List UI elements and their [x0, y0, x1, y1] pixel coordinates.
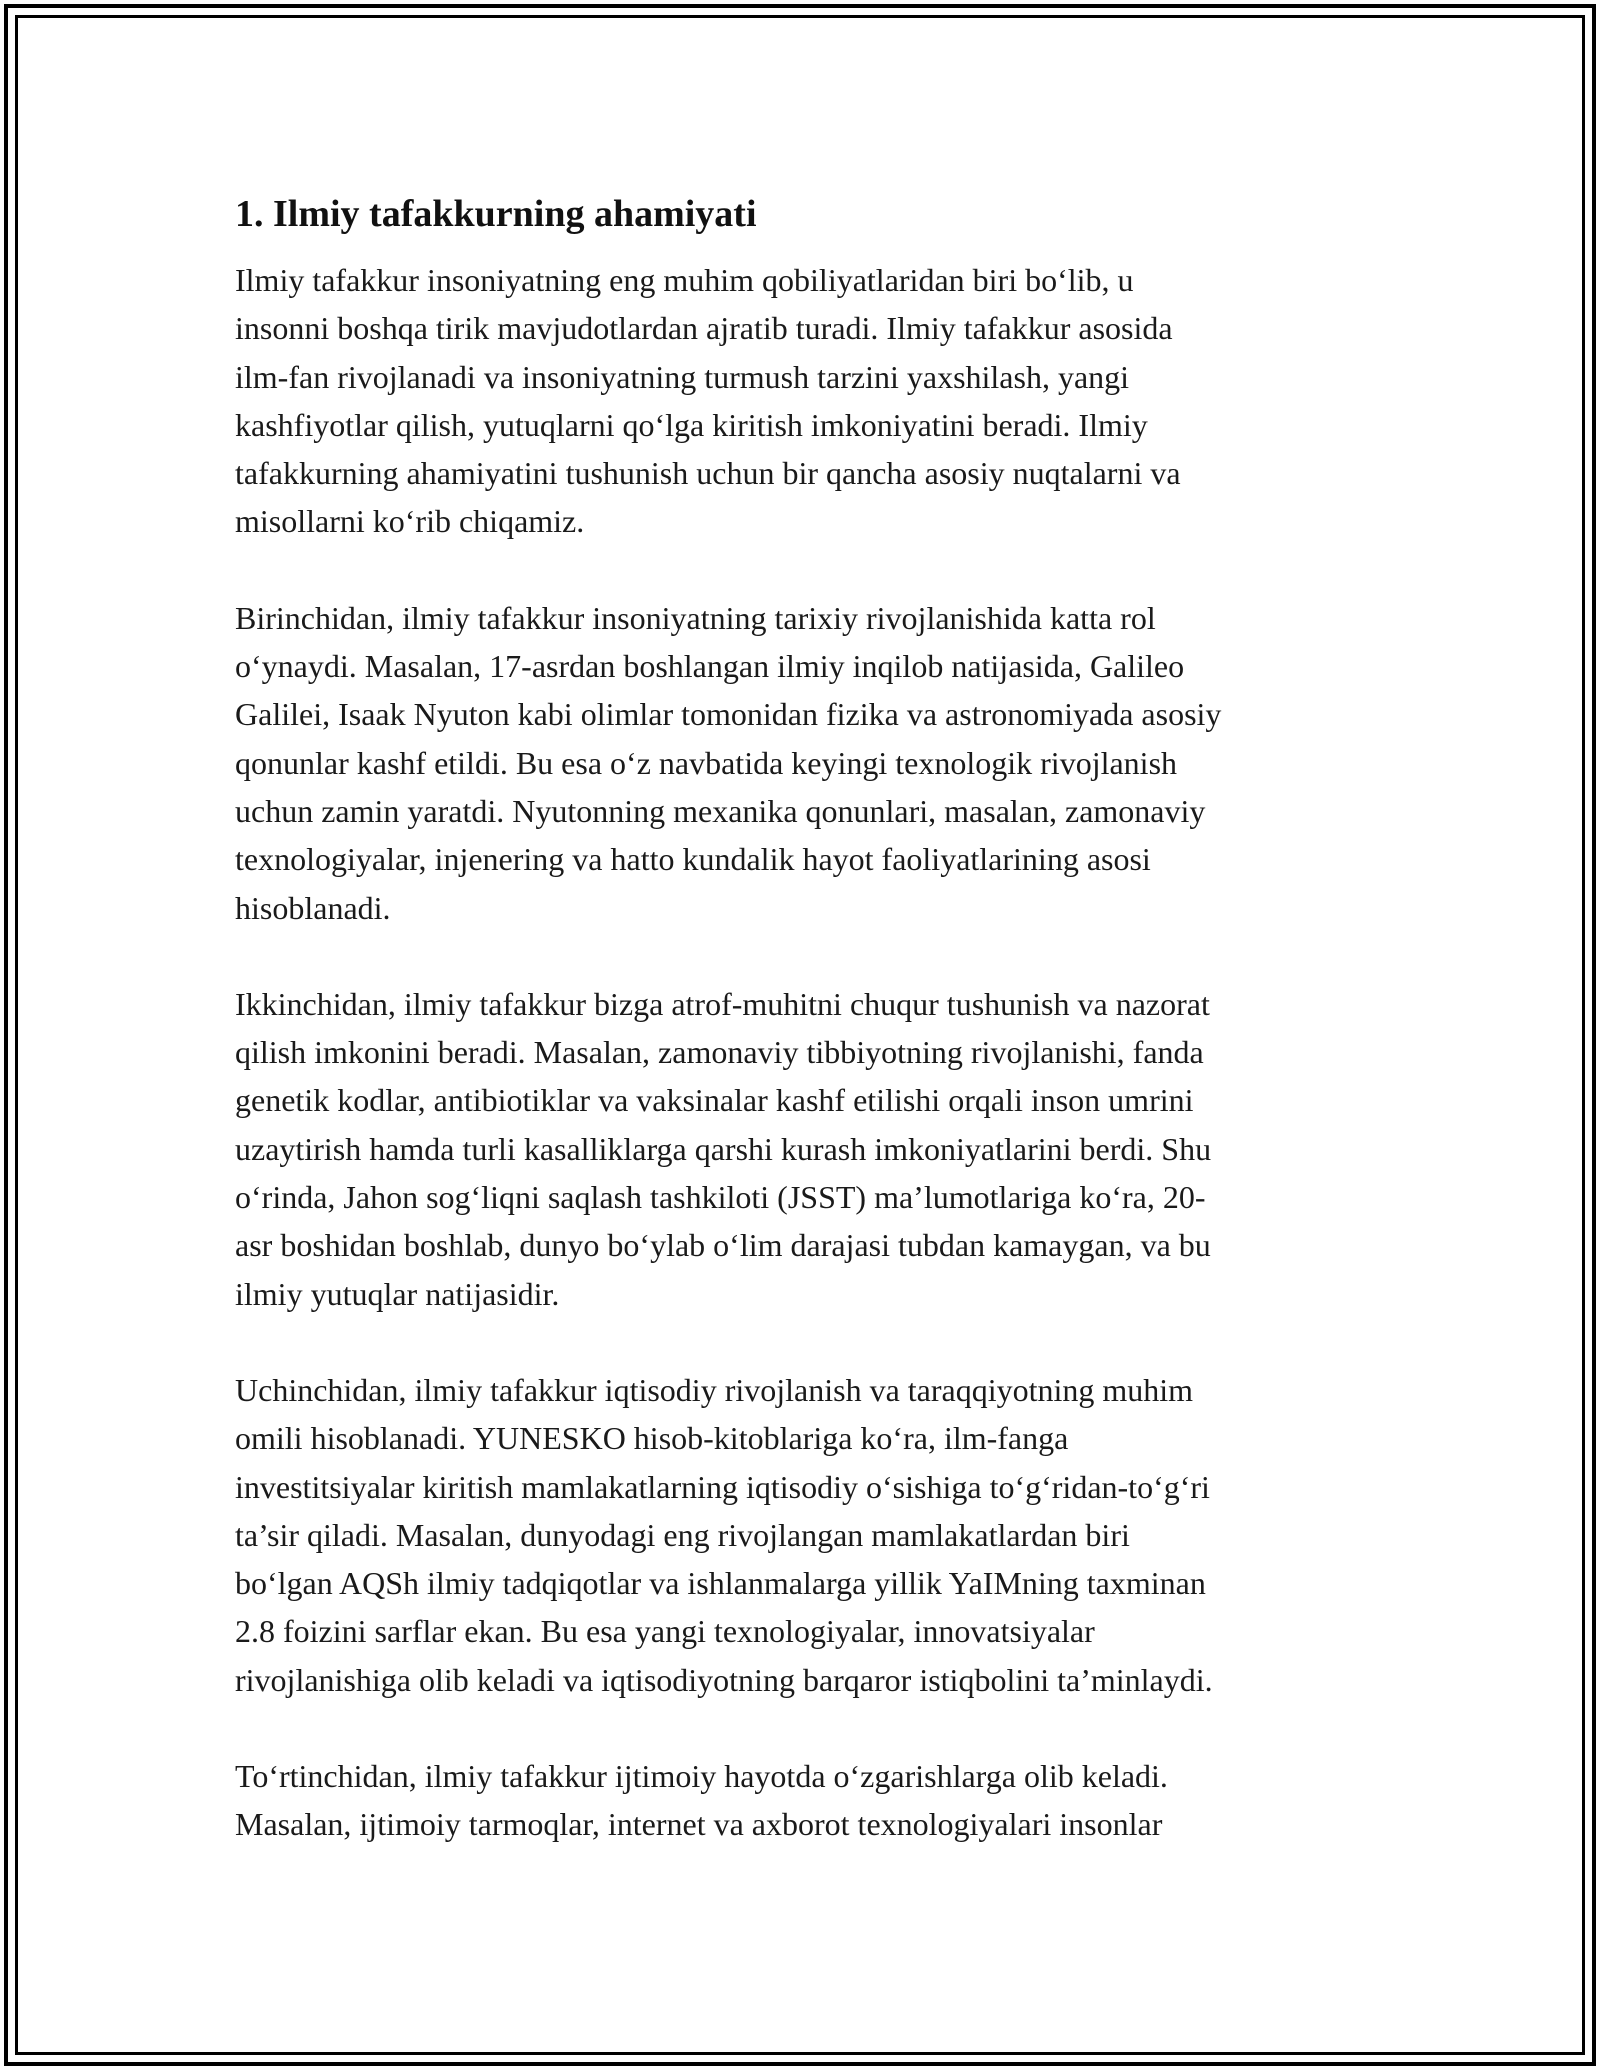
section-heading: 1. Ilmiy tafakkurning ahamiyati [235, 193, 757, 235]
paragraph-2: Birinchidan, ilmiy tafakkur insoniyatning tarixiy rivojlanishida katta rol o‘ynaydi. Masalan, 17-asrdan boshlangan ilmiy inqilob natijasida, Galileo Galilei, Isaak Nyuton kabi olimlar tomonidan fizika va astronomiyada asosiy qonunlar kashf etildi. Bu esa o‘z navbatida keyingi texnologik rivojlanish uchun zamin yaratdi. Nyutonning mexanika qonunlari, masalan, zamonaviy texnologiyalar, injenering va hatto kundalik hayot faoliyatlarining asosi hisoblanadi. [235, 599, 1222, 926]
paragraph-3: Ikkinchidan, ilmiy tafakkur bizga atrof-muhitni chuqur tushunish va nazorat qilish imkonini beradi. Masalan, zamonaviy tibbiyotning rivojlanishi, fanda genetik kodlar, antibiotiklar va vaksinalar kashf etilishi orqali inson umrini uzaytirish hamda turli kasalliklarga qarshi kurash imkoniyatlarini berdi. Shu o‘rinda, Jahon sog‘liqni saqlash tashkiloti (JSST) ma’lumotlariga ko‘ra, 20- asr boshidan boshlab, dunyo bo‘ylab o‘lim darajasi tubdan kamaygan, va bu ilmiy yutuqlar natijasidir. [235, 985, 1212, 1312]
document-body [235, 190, 1375, 1897]
paragraph-1: Ilmiy tafakkur insoniyatning eng muhim qobiliyatlaridan biri bo‘lib, u insonni boshqa tirik mavjudotlardan ajratib turadi. Ilmiy tafakkur asosida ilm-fan rivojlanadi va insoniyatning turmush tarzini yaxshilash, yangi kashfiyotlar qilish, yutuqlarni qo‘lga kiritish imkoniyatini beradi. Ilmiy tafakkurning ahamiyatini tushunish uchun bir qancha asosiy nuqtalarni va misollarni ko‘rib chiqamiz. [235, 262, 1181, 540]
paragraph-5: To‘rtinchidan, ilmiy tafakkur ijtimoiy hayotda o‘zgarishlarga olib keladi. Masalan, ijtimoiy tarmoqlar, internet va axborot texnologiyalari insonlar [235, 1758, 1168, 1843]
paragraph-4: Uchinchidan, ilmiy tafakkur iqtisodiy rivojlanish va taraqqiyotning muhim omili hisoblanadi. YUNESKO hisob-kitoblariga ko‘ra, ilm-fanga investitsiyalar kiritish mamlakatlarning iqtisodiy o‘sishiga to‘g‘ridan-to‘g‘ri ta’sir qiladi. Masalan, dunyodagi eng rivojlangan mamlakatlardan biri bo‘lgan AQSh ilmiy tadqiqotlar va ishlanmalarga yillik YaIMning taxminan 2.8 foizini sarflar ekan. Bu esa yangi texnologiyalar, innovatsiyalar rivojlanishiga olib keladi va iqtisodiyotning barqaror istiqbolini ta’minlaydi. [235, 1371, 1213, 1698]
